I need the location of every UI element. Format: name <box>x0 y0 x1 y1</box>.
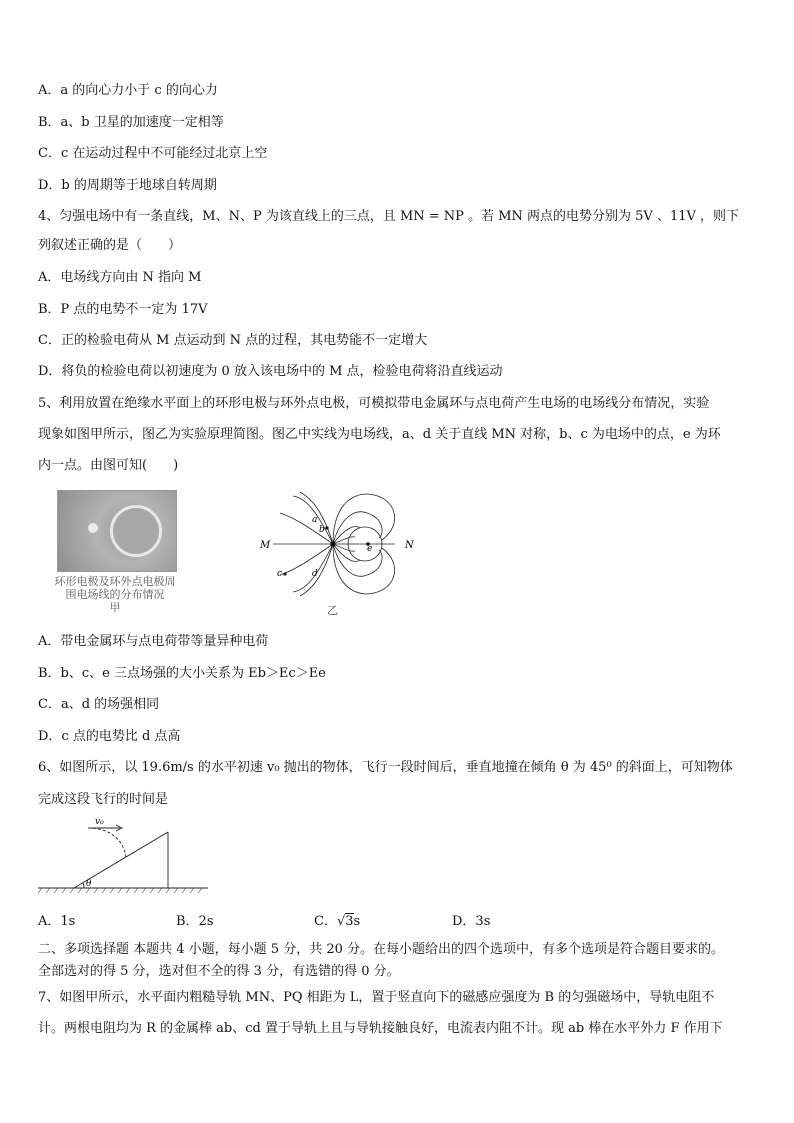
q5-option-c: C．a、d 的场强相同 <box>38 697 160 712</box>
q5-option-d: D．c 点的电势比 d 点高 <box>38 729 181 744</box>
q7-stem-line-2: 计。两根电阻均为 R 的金属棒 ab、cd 置于导轨上且与导轨接触良好，电流表内阻不计。现 ab 棒在水平外力 F 作用下 <box>38 1021 723 1036</box>
figure-jia-caption <box>52 575 178 614</box>
section2-line-2: 全部选对的得 5 分，选对但不全的得 3 分，有选错的得 0 分。 <box>38 964 400 979</box>
figure-jia-label: 甲 <box>109 601 121 614</box>
q4-stem-line-2: 列叙述正确的是（ ） <box>38 238 182 253</box>
trajectory <box>88 828 126 858</box>
q6-option-b: B．2s <box>176 914 214 929</box>
label-b: b <box>319 525 325 535</box>
q7-stem-line-1: 7、如图甲所示，水平面内粗糙导轨 MN、PQ 相距为 L，置于竖直向下的磁感应强度为 B 的匀强磁场中，导轨电阻不 <box>38 990 715 1005</box>
q5-stem-line-1: 5、利用放置在绝缘水平面上的环形电极与环外点电极，可模拟带电金属环与点电荷产生电场的电场线分布情况，实验 <box>38 396 710 411</box>
label-n: N <box>405 540 414 551</box>
q3-option-b: B．a、b 卫星的加速度一定相等 <box>38 115 224 130</box>
label-a: a <box>312 515 318 525</box>
q4-option-c: C．正的检验电荷从 M 点运动到 N 点的过程，其电势能不一定增大 <box>38 333 428 348</box>
q6-option-c <box>314 910 360 929</box>
q5-option-a: A．带电金属环与点电荷带等量异种电荷 <box>38 634 269 649</box>
q5-option-b: B．b、c、e 三点场强的大小关系为 Eb＞Ec＞Ee <box>38 666 326 681</box>
q6-option-d: D．3s <box>452 914 491 929</box>
q6-stem-line-2: 完成这段飞行的时间是 <box>38 792 169 807</box>
figure-jia-caption-text: 环形电极及环外点电极周围电场线的分布情况 <box>54 575 176 601</box>
q3-option-d: D．b 的周期等于地球自转周期 <box>38 178 217 193</box>
label-e: e <box>367 544 373 554</box>
section2-line-1: 二、多项选择题 本题共 4 小题，每小题 5 分，共 20 分。在每小题给出的四个选项中，有多个选项是符合题目要求的。 <box>38 942 725 957</box>
point-b <box>325 526 328 529</box>
q6-option-c-unit: s <box>353 914 361 929</box>
q4-option-d: D．将负的检验电荷以初速度为 0 放入该电场中的 M 点，检验电荷将沿直线运动 <box>38 364 503 379</box>
q4-option-b: B．P 点的电势不一定为 17V <box>38 302 208 317</box>
figure-q6-incline <box>38 812 210 894</box>
q5-stem-line-2: 现象如图甲所示，图乙为实验原理简图。图乙中实线为电场线，a、d 关于直线 MN 对称，b、c 为电场中的点，e 为环 <box>38 427 721 442</box>
q6-option-a: A．1s <box>38 914 76 929</box>
figure-jia-photo <box>57 490 177 572</box>
label-d: d <box>312 569 318 579</box>
sqrt-sign: √ <box>336 914 346 929</box>
ring-electrode <box>110 505 162 557</box>
point-c <box>283 572 286 575</box>
theta-arc <box>83 883 84 888</box>
figure-yi-label: 乙 <box>327 604 338 617</box>
point-charge <box>331 542 336 547</box>
q3-option-a: A．a 的向心力小于 c 的向心力 <box>38 83 218 98</box>
figure-yi-diagram <box>255 488 425 618</box>
label-theta: θ <box>86 879 92 889</box>
q6-option-c-radicand: 3 <box>345 914 354 929</box>
q4-stem-line-1: 4、匀强电场中有一条直线，M、N、P 为该直线上的三点，且 MN = NP 。若 MN 两点的电势分别为 5V 、11V ，则下 <box>38 209 740 224</box>
label-v0: v₀ <box>95 817 104 827</box>
label-m: M <box>260 540 271 551</box>
q5-stem-line-3: 内一点。由图可知( ) <box>38 458 179 473</box>
q6-option-c-prefix: C． <box>314 914 337 929</box>
q3-option-c: C．c 在运动过程中不可能经过北京上空 <box>38 146 268 161</box>
point-electrode <box>88 523 98 533</box>
label-c: c <box>277 569 283 579</box>
q4-option-a: A．电场线方向由 N 指向 M <box>38 270 202 285</box>
q6-stem-line-1: 6、如图所示，以 19.6m/s 的水平初速 v₀ 抛出的物体，飞行一段时间后，垂直地撞在倾角 θ 为 45⁰ 的斜面上，可知物体 <box>38 760 733 775</box>
